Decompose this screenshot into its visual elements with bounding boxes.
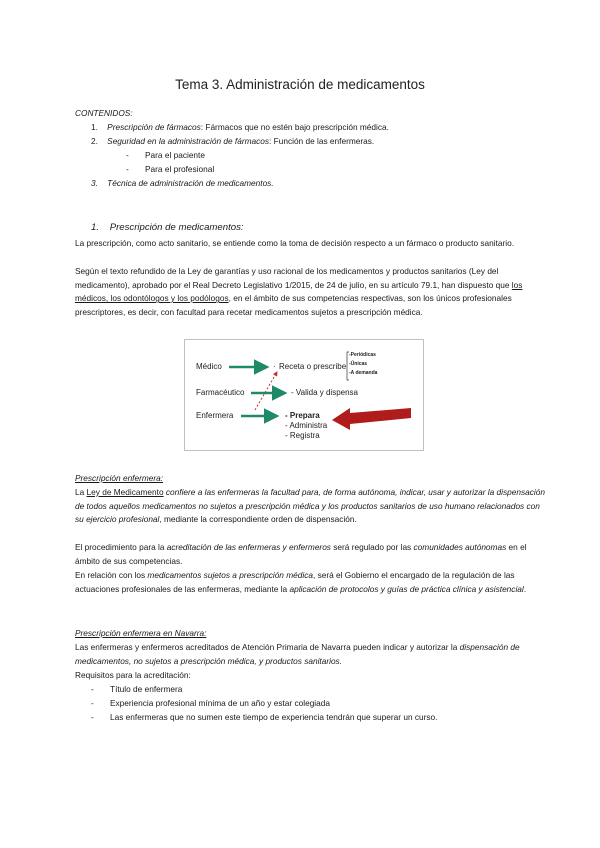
section1-p2-text-end: , en el ámbito de sus competencias respectivas, son los únicos profesionales prescriptores, es decir, con facultad para recetar medicamentos sujetos a prescripción médica.	[75, 293, 512, 317]
diagram-type-1: -Periódicas	[349, 352, 376, 358]
prescripcion-heading: Prescripción enfermera:	[75, 473, 164, 483]
diagram-type-3: -A demanda	[349, 370, 378, 376]
section1-paragraph-2	[75, 265, 543, 319]
prescripcion-paragraph-2	[75, 541, 537, 568]
navarra-req-item-3	[91, 711, 438, 725]
diagram-enfermera: Enfermera	[196, 411, 234, 420]
contents-item-1-title: Prescripción de fármacos	[107, 122, 201, 132]
prescripcion-paragraph-1	[75, 486, 547, 527]
arrow-dashed	[255, 372, 277, 410]
contents-subitem-1	[126, 149, 205, 163]
diagram-receta-dot: ·	[273, 362, 276, 371]
navarra-req-item-1-text: Título de enfermera	[110, 684, 183, 694]
prescripcion-paragraph-3	[75, 569, 549, 596]
section1-title: Prescripción de medicamentos:	[109, 222, 244, 233]
navarra-heading: Prescripción enfermera en Navarra:	[75, 628, 207, 638]
prescripcion-p3-i2: aplicación de protocolos y guías de práctica clínica y asistencial	[289, 583, 524, 594]
prescripcion-p2-c: en el ámbito de sus competencias.	[75, 542, 527, 566]
prescripcion-p2-a: El procedimiento para la	[75, 542, 167, 552]
diagram-prepara: - Prepara	[285, 411, 320, 420]
prescripcion-p3-a: En relación con los	[75, 570, 148, 580]
contents-subitem-2-text: Para el profesional	[145, 164, 215, 174]
section1-heading	[91, 222, 244, 233]
contents-heading: CONTENIDOS:	[75, 108, 133, 118]
contents-item-2	[91, 135, 374, 149]
contents-item-3-title: Técnica de administración de medicamentos	[107, 178, 272, 188]
arrow-red-big	[332, 408, 411, 430]
dash-bullet: -	[91, 698, 94, 708]
diagram-receta: Receta o prescribe	[279, 362, 347, 371]
prescripcion-p2-b: será regulado por las	[330, 542, 414, 552]
section1-num: 1.	[91, 222, 100, 233]
navarra-p1-italic: dispensación de medicamentos, no sujetos a prescripción médica, y productos sanitarios.	[75, 642, 520, 666]
diagram-valida: - Valida y dispensa	[291, 388, 358, 397]
prescripcion-p1-italic: confiere a las enfermeras la facultad para, de forma autónoma, indicar, usar y autorizar la dispensación de todos aquellos medicamentos no sujetos a prescripción médica y los productos sanitarios de uso humano relacionados con su ejercicio profesional	[75, 487, 545, 525]
prescripcion-p3-b: , será el Gobierno el encargado de la regulación de las actuaciones profesionales de las enfermeras, mediante la	[75, 570, 515, 594]
contents-item-1-num: 1.	[91, 122, 98, 132]
navarra-req-item-3-text: Las enfermeras que no sumen este tiempo de experiencia tendrán que superar un curso.	[110, 712, 438, 722]
navarra-paragraph-1	[75, 641, 547, 668]
diagram-medico: Médico	[196, 362, 222, 371]
prescripcion-p1-a: La	[75, 487, 87, 497]
contents-item-3	[91, 177, 274, 191]
dash-bullet: -	[126, 164, 129, 174]
section1-p2-underlined: los médicos, los odontólogos y los podólogos	[75, 279, 523, 304]
diagram-type-2: -Únicas	[349, 361, 368, 367]
dash-bullet: -	[126, 150, 129, 160]
dash-bullet: -	[91, 712, 94, 722]
section1-p2-text: Según el texto refundido de la Ley de garantías y uso racional de los medicamentos y productos sanitarios (Ley del medicamento), aprobado por el Real Decreto Legislativo 1/2015, de 24 de julio, en su artículo 79.1, han dispuesto que	[75, 266, 512, 290]
diagram-administra: - Administra	[285, 421, 328, 430]
prescripcion-p3-i1: medicamentos sujetos a prescripción médica	[147, 570, 313, 580]
navarra-req-item-1	[91, 683, 183, 697]
contents-item-2-num: 2.	[91, 136, 98, 146]
section1-paragraph-1: La prescripción, como acto sanitario, se entiende como la toma de decisión respecto a un fármaco o producto sanitario.	[75, 238, 515, 248]
navarra-p1-a: Las enfermeras y enfermeros acreditados de Atención Primaria de Navarra pueden indicar y autorizar la	[75, 642, 460, 652]
prescription-diagram	[184, 339, 424, 451]
page-title: Tema 3. Administración de medicamentos	[175, 77, 425, 92]
contents-item-2-title: Seguridad en la administración de fármacos	[107, 136, 270, 146]
prescripcion-p1-b: , mediante la correspondiente orden de dispensación.	[159, 514, 357, 525]
prescripcion-p2-i1: acreditación de las enfermeras y enfermeros	[166, 542, 331, 552]
dash-bullet: -	[91, 684, 94, 694]
contents-item-1-rest: : Fármacos que no estén bajo prescripción médica.	[200, 122, 389, 132]
contents-subitem-2	[126, 163, 215, 177]
contents-item-3-rest: .	[271, 178, 274, 188]
contents-item-3-num: 3.	[91, 178, 98, 188]
prescripcion-p1-law: Ley de Medicamento	[86, 487, 164, 497]
diagram-farmaceutico: Farmacéutico	[196, 388, 245, 397]
contents-subitem-1-text: Para el paciente	[145, 150, 205, 160]
prescripcion-p3-c: .	[523, 583, 527, 594]
navarra-req-item-2	[91, 697, 330, 711]
navarra-req-item-2-text: Experiencia profesional mínima de un año y estar colegiada	[110, 698, 330, 708]
prescripcion-p2-i2: comunidades autónomas	[413, 542, 507, 552]
diagram-registra: - Registra	[285, 431, 320, 440]
navarra-requirements-heading: Requisitos para la acreditación:	[75, 670, 191, 680]
contents-item-1	[91, 121, 389, 135]
contents-item-2-rest: : Función de las enfermeras.	[269, 136, 375, 146]
